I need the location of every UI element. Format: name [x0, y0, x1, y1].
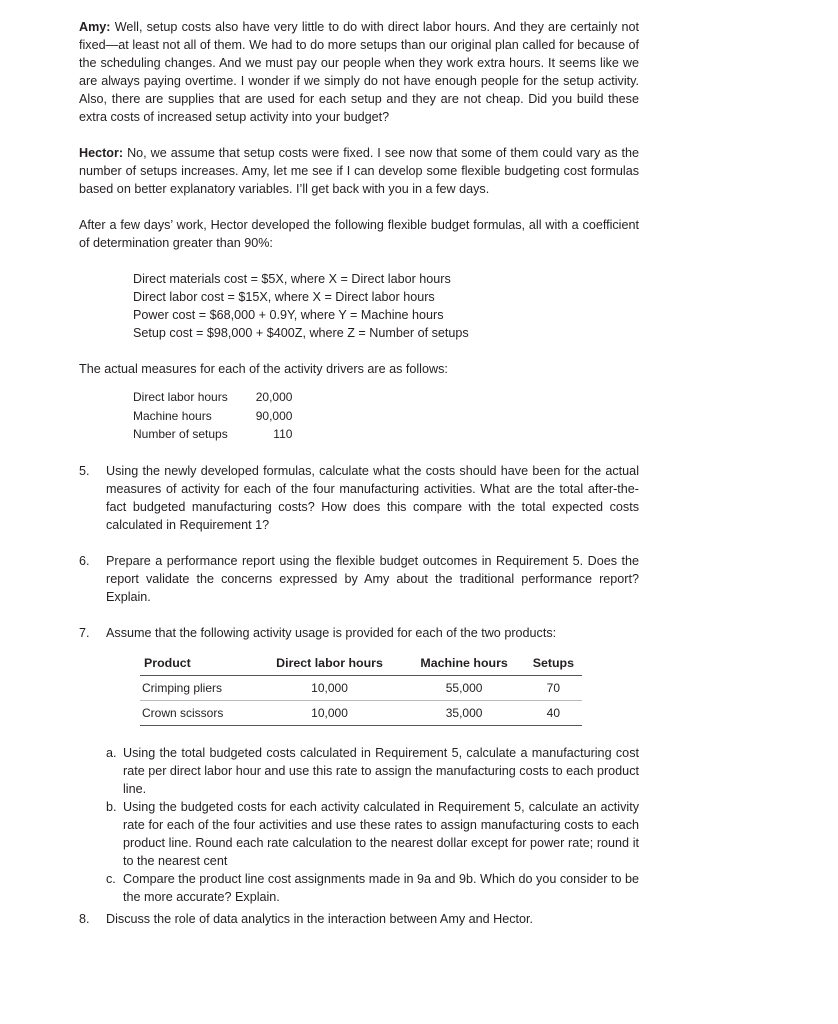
driver-row	[133, 407, 292, 426]
subquestion-text: Compare the product line cost assignments made in 9a and 9b. Which do you consider to be the more accurate? Explain.	[123, 871, 639, 904]
direct-labor-hours-cell: 10,000	[256, 700, 404, 725]
header-direct-labor-hours: Direct labor hours	[256, 652, 404, 676]
activity-usage-table	[140, 652, 582, 726]
driver-value: 110	[273, 427, 293, 442]
driver-value: 90,000	[255, 408, 293, 423]
direct-labor-hours-cell: 10,000	[256, 675, 404, 700]
amy-paragraph	[79, 18, 639, 126]
driver-label: Direct labor hours	[133, 390, 228, 405]
subquestion-text: Using the budgeted costs for each activity calculated in Requirement 5, calculate an activity rate for each of the four activities and use these rates to assign manufacturing costs to each product line. Round each rate calculation to the nearest dollar except for power rate; round it to the nearest cent	[123, 799, 639, 868]
subquestion-a	[106, 744, 639, 798]
subquestion-text: Using the total budgeted costs calculated in Requirement 5, calculate a manufacturing cost rate per direct labor hour and use this rate to assign the manufacturing costs to each product line.	[123, 745, 639, 796]
formula-power: Power cost = $68,000 + 0.9Y, where Y = Machine hours	[133, 308, 444, 322]
subquestion-c	[106, 870, 639, 906]
setups-cell: 70	[525, 675, 582, 700]
table-row	[140, 675, 582, 700]
hector-speaker: Hector:	[79, 146, 124, 160]
setups-cell: 40	[525, 700, 582, 725]
question-7	[79, 624, 639, 642]
amy-speaker: Amy:	[79, 20, 111, 34]
table-row	[140, 700, 582, 725]
question-number: 7.	[79, 625, 90, 640]
question-text: Using the newly developed formulas, calculate what the costs should have been for the actual measures of activity for each of the four manufacturing activities. What are the total after-the-fact budgeted manufacturing costs? How does this compare with the total expected costs calculated in Requirement 1?	[106, 463, 639, 532]
product-name: Crimping pliers	[140, 675, 256, 700]
question-number: 8.	[79, 911, 90, 926]
subquestion-letter: a.	[106, 745, 117, 760]
product-name: Crown scissors	[140, 700, 256, 725]
question-text: Assume that the following activity usage is provided for each of the two products:	[106, 625, 557, 640]
hector-text: No, we assume that setup costs were fixed. I see now that some of them could vary as the number of setups increases. Amy, let me see if I can develop some flexible budgeting cost formulas based on better explanatory variables. I’ll get back with you in a few days.	[79, 146, 640, 196]
question-5	[79, 462, 639, 534]
question-number: 5.	[79, 463, 90, 478]
driver-label: Number of setups	[133, 427, 228, 442]
question-number: 6.	[79, 553, 90, 568]
subquestion-b	[106, 798, 639, 870]
question-6	[79, 552, 639, 606]
driver-row	[133, 388, 292, 407]
question-text: Prepare a performance report using the flexible budget outcomes in Requirement 5. Does the report validate the concerns expressed by Amy about the traditional performance report? Explain.	[106, 553, 639, 604]
machine-hours-cell: 35,000	[404, 700, 525, 725]
formula-list	[133, 270, 639, 342]
question-7-subparts	[106, 744, 639, 906]
document-page	[79, 18, 639, 946]
formulas-intro: After a few days’ work, Hector developed the following flexible budget formulas, all with a coefficient of determination greater than 90%:	[79, 218, 639, 250]
formula-setup: Setup cost = $98,000 + $400Z, where Z = Number of setups	[133, 326, 469, 340]
driver-label: Machine hours	[133, 408, 212, 423]
hector-paragraph	[79, 144, 639, 198]
machine-hours-cell: 55,000	[404, 675, 525, 700]
usage-header-row	[140, 652, 582, 676]
header-machine-hours: Machine hours	[404, 652, 525, 676]
driver-value: 20,000	[255, 390, 293, 405]
subquestion-letter: b.	[106, 799, 117, 814]
subquestion-letter: c.	[106, 871, 116, 886]
driver-row	[133, 425, 292, 444]
header-setups: Setups	[525, 652, 582, 676]
formula-direct-labor: Direct labor cost = $15X, where X = Direct labor hours	[133, 290, 435, 304]
actual-measures-intro: The actual measures for each of the activity drivers are as follows:	[79, 362, 448, 376]
question-8	[79, 910, 639, 928]
activity-drivers-table	[133, 388, 292, 444]
question-text: Discuss the role of data analytics in the interaction between Amy and Hector.	[106, 911, 534, 926]
formula-direct-materials: Direct materials cost = $5X, where X = Direct labor hours	[133, 272, 451, 286]
header-product: Product	[140, 652, 256, 676]
amy-text: Well, setup costs also have very little to do with direct labor hours. And they are certainly not fixed—at least not all of them. We had to do more setups than our original plan called for because of the scheduling changes. And we must pay our people when they work extra hours. It seems like we are always paying overtime. I wonder if we simply do not have enough people for the setup activity. Also, there are supplies that are used for each setup and they are not cheap. Did you build these extra costs of increased setup activity into your budget?	[79, 20, 640, 124]
